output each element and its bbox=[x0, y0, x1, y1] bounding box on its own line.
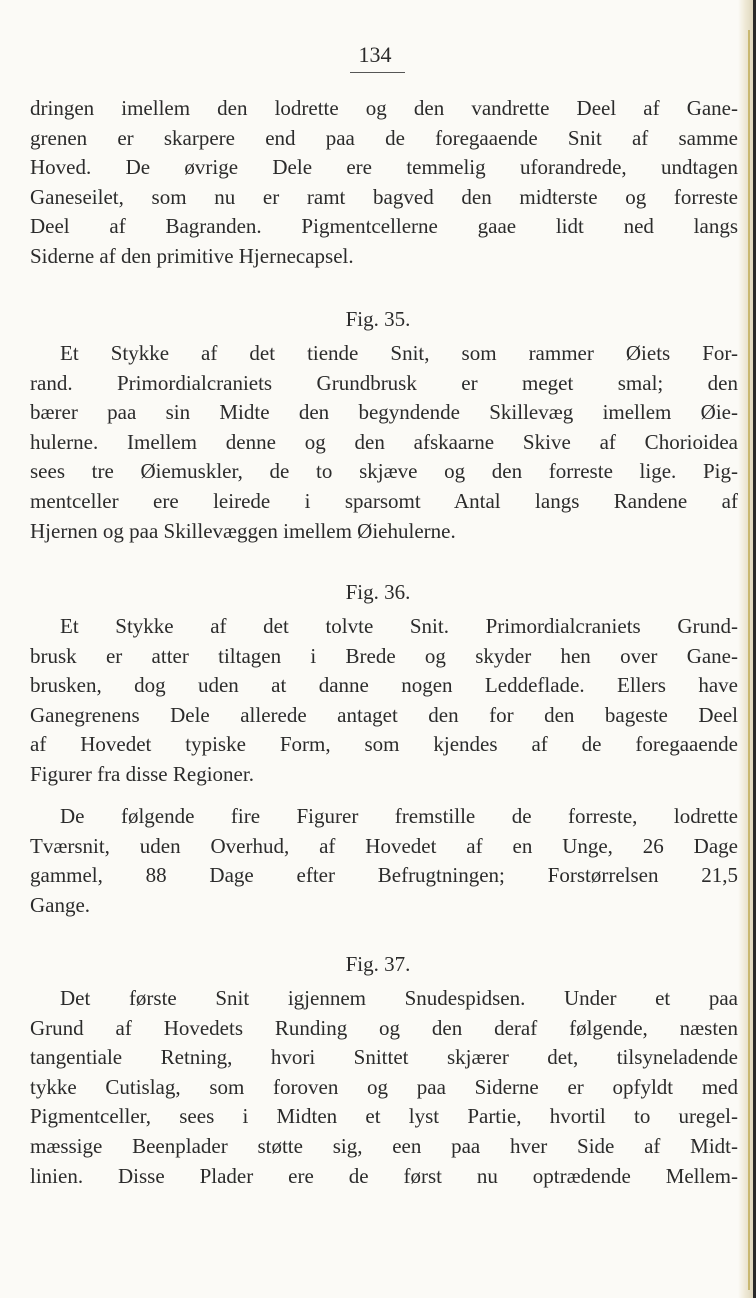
text-line: Et Stykke af det tiende Snit, som rammer Øiets For- bbox=[60, 341, 738, 365]
figure-heading-36: Fig. 36. bbox=[345, 580, 411, 604]
text-line: Figurer fra disse Regioner. bbox=[30, 761, 254, 786]
text-line: Hoved. De øvrige Dele ere temmelig uforandrede, undtagen bbox=[30, 155, 738, 180]
text-line: grenen er skarpere end paa de foregaaende Snit af samme bbox=[30, 125, 738, 150]
page-number-underline bbox=[350, 72, 405, 73]
text-line: Et Stykke af det tolvte Snit. Primordialcraniets Grund- bbox=[60, 614, 738, 638]
text-line: Deel af Bagranden. Pigmentcellerne gaae lidt ned langs bbox=[30, 214, 738, 239]
text-line: hulerne. Imellem denne og den afskaarne Skive af Chorioidea bbox=[30, 429, 738, 454]
text-line: Det første Snit igjennem Snudespidsen. Under et paa bbox=[60, 986, 738, 1010]
text-line: Tværsnit, uden Overhud, af Hovedet af en Unge, 26 Dage bbox=[30, 833, 738, 858]
page-number: 134 bbox=[358, 42, 392, 67]
text-line: linien. Disse Plader ere de først nu optrædende Mellem- bbox=[30, 1163, 738, 1188]
paragraph-4 bbox=[30, 802, 738, 920]
text-line: gammel, 88 Dage efter Befrugtningen; Forstørrelsen 21,5 bbox=[30, 863, 738, 888]
text-line: af Hovedet typiske Form, som kjendes af de foregaaende bbox=[30, 732, 738, 757]
text-line: rand. Primordialcraniets Grundbrusk er meget smal; den bbox=[30, 370, 738, 395]
figure-heading-37: Fig. 37. bbox=[345, 952, 411, 976]
paragraph-5 bbox=[30, 984, 738, 1191]
page-edge-line bbox=[748, 30, 750, 1290]
text-line: mentceller ere leirede i sparsomt Antal langs Randene af bbox=[30, 488, 738, 513]
text-line: Gange. bbox=[30, 892, 91, 917]
text-line: Grund af Hovedets Runding og den deraf følgende, næsten bbox=[30, 1015, 738, 1040]
text-line: brusk er atter tiltagen i Brede og skyder hen over Gane- bbox=[30, 643, 738, 668]
text-line: sees tre Øiemuskler, de to skjæve og den forreste lige. Pig- bbox=[30, 459, 738, 484]
text-line: tangentiale Retning, hvori Snittet skjærer det, tilsyneladende bbox=[30, 1045, 738, 1070]
text-line: Ganegrenens Dele allerede antaget den for den bageste Deel bbox=[30, 702, 738, 727]
figure-heading-35: Fig. 35. bbox=[345, 307, 411, 331]
text-line: dringen imellem den lodrette og den vandrette Deel af Gane- bbox=[30, 96, 738, 120]
text-line: De følgende fire Figurer fremstille de forreste, lodrette bbox=[60, 804, 738, 828]
text-line: brusken, dog uden at danne nogen Leddeflade. Ellers have bbox=[30, 673, 738, 698]
text-line: tykke Cutislag, som foroven og paa Siderne er opfyldt med bbox=[30, 1074, 738, 1099]
paragraph-1 bbox=[30, 94, 738, 272]
text-line: mæssige Beenplader støtte sig, een paa hver Side af Midt- bbox=[30, 1133, 738, 1158]
text-line: Hjernen og paa Skillevæggen imellem Øiehulerne. bbox=[30, 518, 456, 543]
paragraph-2 bbox=[30, 339, 738, 546]
text-line: Pigmentceller, sees i Midten et lyst Partie, hvortil to uregel- bbox=[30, 1104, 738, 1129]
paragraph-3 bbox=[30, 612, 738, 790]
text-line: Ganeseilet, som nu er ramt bagved den midterste og forreste bbox=[30, 184, 738, 209]
text-line: bærer paa sin Midte den begyndende Skillevæg imellem Øie- bbox=[30, 400, 738, 425]
text-line: Siderne af den primitive Hjernecapsel. bbox=[30, 243, 354, 268]
